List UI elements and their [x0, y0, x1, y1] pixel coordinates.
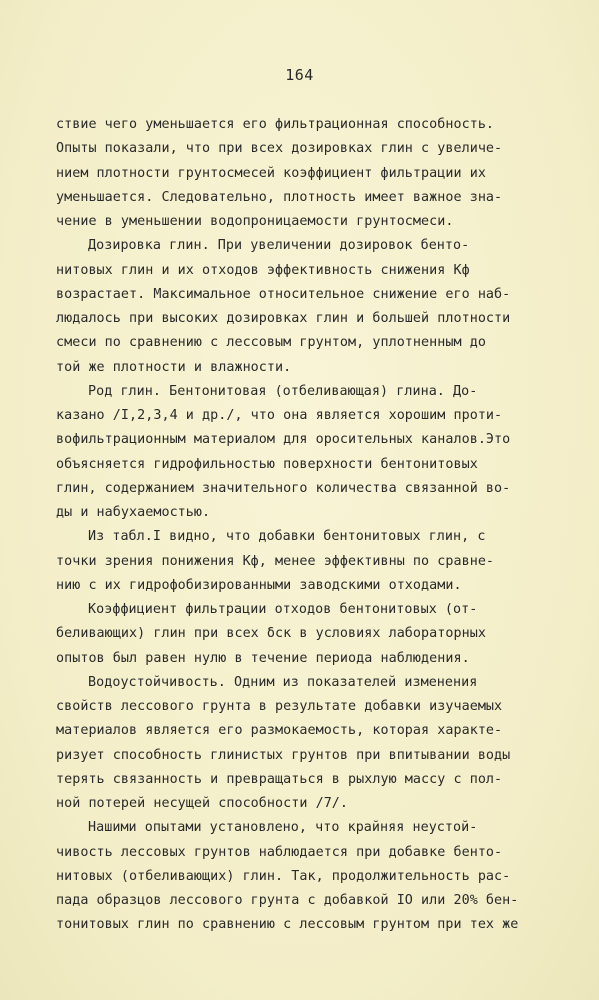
text-line: нитовых (отбеливающих) глин. Так, продолжительность рас-	[56, 868, 511, 884]
body-text	[56, 113, 576, 938]
text-line: Род глин. Бентонитовая (отбеливающая) глина. До-	[88, 383, 478, 399]
text-line: ствие чего уменьшается его фильтрационная способность.	[56, 117, 495, 132]
text-line: точки зрения понижения Кф, менее эффективны по сравне-	[56, 553, 495, 569]
text-line: нитовых глин и их отходов эффективность снижения Кф	[56, 262, 470, 278]
text-line: вофильтрационным материалом для оросительных каналов.Это	[56, 432, 511, 448]
text-line: Из табл.I видно, что добавки бентонитовых глин, с	[88, 529, 486, 545]
text-line: нием плотности грунтосмесей коэффициент фильтрации их	[56, 165, 486, 181]
text-line: людалось при высоких дозировках глин и большей плотности	[56, 311, 511, 326]
text-line: Водоустойчивость. Одним из показателей изменения	[88, 674, 478, 690]
text-line: глин, содержанием значительного количества связанной во-	[56, 480, 511, 496]
text-line: возрастает. Максимальное относительное снижение его наб-	[56, 286, 511, 302]
text-line: терять связанность и превращаться в рыхлую массу с пол-	[56, 771, 503, 787]
text-line: Коэффициент фильтрации отходов бентонитовых (от-	[88, 602, 478, 617]
text-line: чение в уменьшении водопроницаемости грунтосмеси.	[56, 214, 454, 229]
text-line: казано /I,2,3,4 и др./, что она является хорошим проти-	[56, 408, 503, 423]
text-line: нию с их гидрофобизированными заводскими отходами.	[56, 577, 462, 593]
text-line: смеси по сравнению с лессовым грунтом, уплотненным до	[56, 335, 486, 351]
text-line: тонитовых глин по сравнению с лессовым грунтом при тех же	[56, 917, 519, 933]
text-line: материалов является его размокаемость, которая характе-	[56, 723, 503, 739]
text-line: объясняется гидрофильностью поверхности бентонитовых	[56, 456, 478, 472]
text-line: пада образцов лессового грунта с добавкой IO или 20% бен-	[56, 893, 519, 908]
text-line: той же плотности и влажности.	[56, 359, 292, 375]
text-line: уменьшается. Следовательно, плотность имеет важное зна-	[56, 189, 503, 205]
text-line: ной потерей несущей способности /7/.	[56, 796, 349, 811]
text-line: опытов был равен нулю в течение периода наблюдения.	[56, 650, 470, 666]
text-line: Опыты показали, что при всех дозировках глин с увеличе-	[56, 141, 503, 157]
text-line: беливающих) глин при всех δск в условиях лабораторных	[56, 626, 486, 642]
page-number: 164	[285, 66, 314, 84]
text-line: ризует способность глинистых грунтов при впитывании воды	[56, 747, 511, 763]
text-line: ды и набухаемостью.	[56, 505, 211, 520]
text-line: чивость лессовых грунтов наблюдается при добавке бенто-	[56, 844, 503, 860]
text-line: Нашими опытами установлено, что крайняя неустой-	[88, 820, 478, 836]
text-line: свойств лессового грунта в результате добавки изучаемых	[56, 699, 503, 714]
text-line: Дозировка глин. При увеличении дозировок бенто-	[88, 238, 470, 254]
